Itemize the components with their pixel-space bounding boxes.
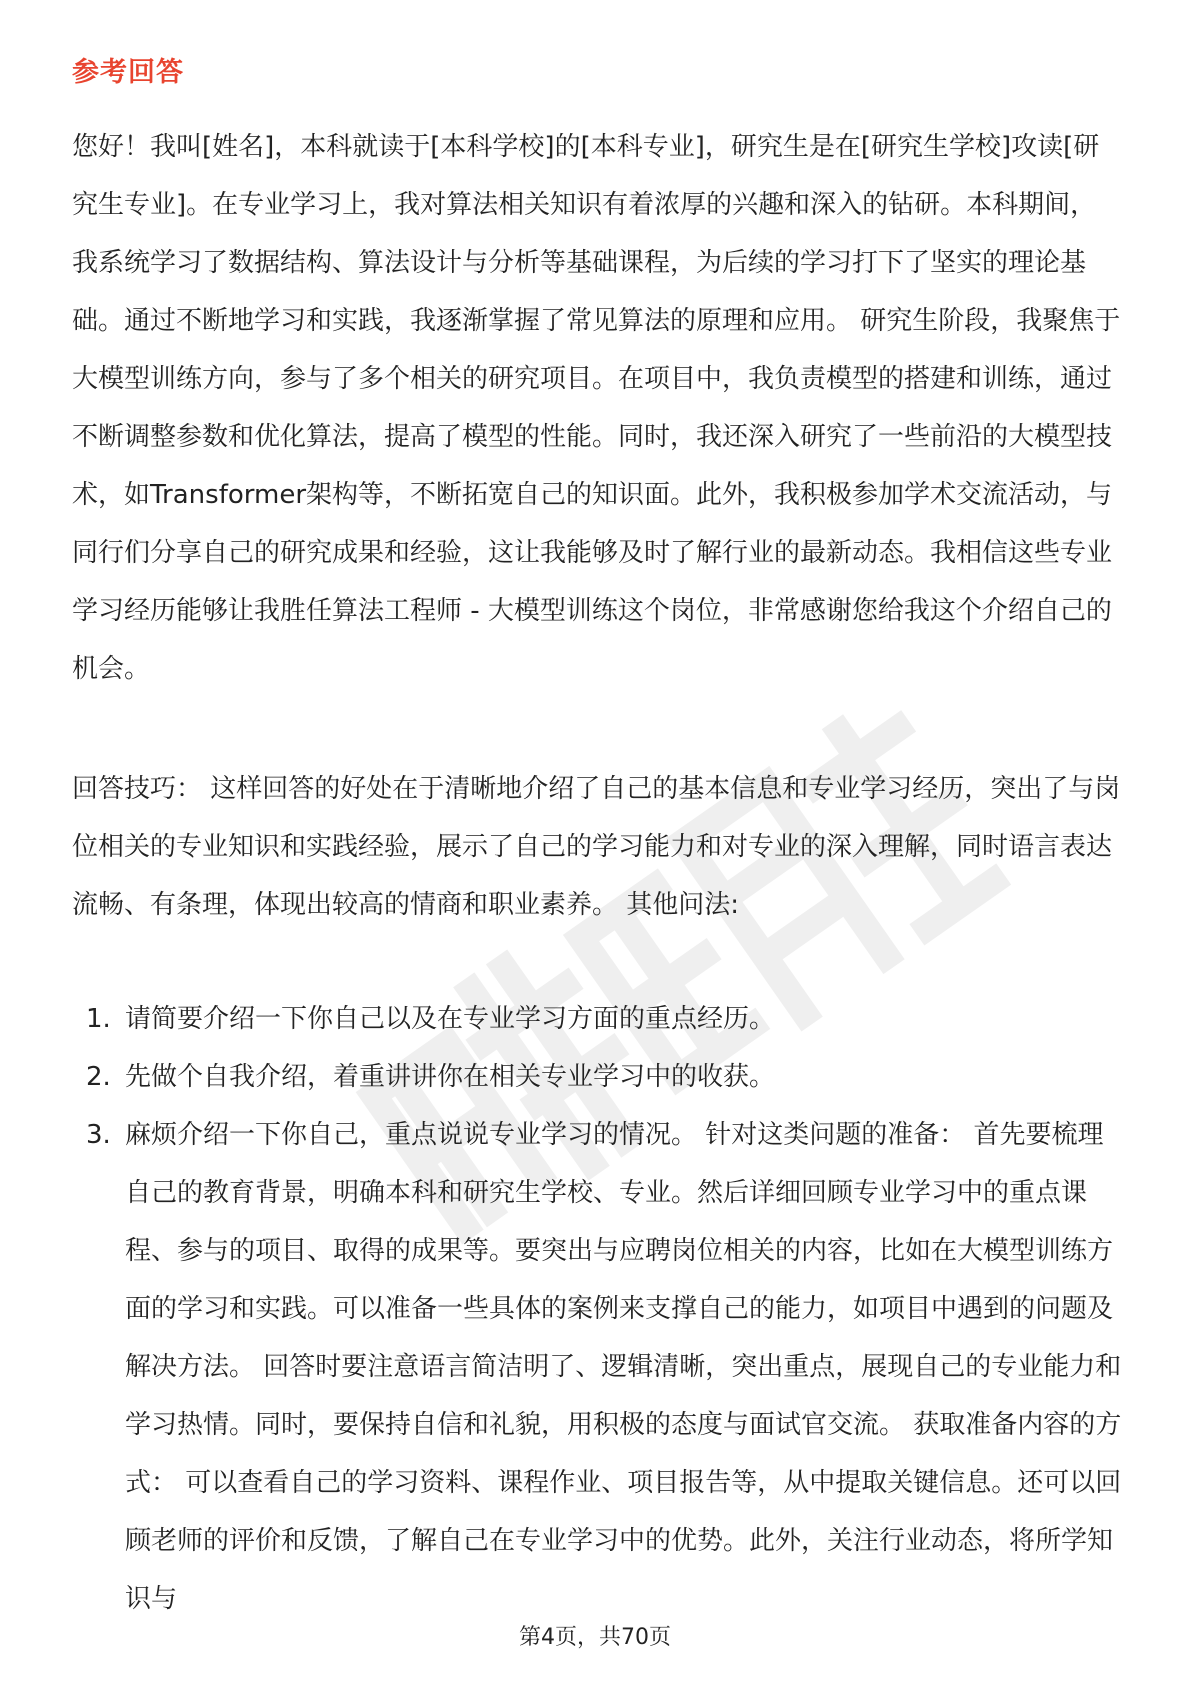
- list-item-text: 先做个自我介绍，着重讲讲你在相关专业学习中的收获。: [125, 1062, 776, 1092]
- list-item: [72, 990, 1122, 1048]
- list-item-text: 麻烦介绍一下你自己，重点说说专业学习的情况。 针对这类问题的准备： 首先要梳理自己的教育背景，明确本科和研究生学校、专业。然后详细回顾专业学习中的重点课程、参与的项目、取得的成果等。要突出与应聘岗位相关的内容，比如在大模型训练方面的学习和实践。可以准备一些具体的案例来支撑自己的能力，如项目中遇到的问题及解决方法。 回答时要注意语言简洁明了、逻辑清晰，突出重点，展现自己的专业能力和学习热情。同时，要保持自信和礼貌，用积极的态度与面试官交流。 获取准备内容的方式： 可以查看自己的学习资料、课程作业、项目报告等，从中提取关键信息。还可以回顾老师的评价和反馈，了解自己在专业学习中的优势。此外，关注行业动态，将所学知识与: [125, 1120, 1122, 1614]
- list-item-number: 2.: [86, 1062, 111, 1092]
- page-footer: 第4页，共70页: [519, 1625, 671, 1650]
- list-item-number: 1.: [86, 1004, 111, 1034]
- list-item-text: 请简要介绍一下你自己以及在专业学习方面的重点经历。: [125, 1004, 776, 1034]
- answer-paragraph: 您好！我叫[姓名]，本科就读于[本科学校]的[本科专业]，研究生是在[研究生学校]攻读[研究生专业]。在专业学习上，我对算法相关知识有着浓厚的兴趣和深入的钻研。本科期间，我系统学习了数据结构、算法设计与分析等基础课程，为后续的学习打下了坚实的理论基础。通过不断地学习和实践，我逐渐掌握了常见算法的原理和应用。 研究生阶段，我聚焦于大模型训练方向，参与了多个相关的研究项目。在项目中，我负责模型的搭建和训练，通过不断调整参数和优化算法，提高了模型的性能。同时，我还深入研究了一些前沿的大模型技术，如Transformer架构等，不断拓宽自己的知识面。此外，我积极参加学术交流活动，与同行们分享自己的研究成果和经验，这让我能够及时了解行业的最新动态。我相信这些专业学习经历能够让我胜任算法工程师 - 大模型训练这个岗位，非常感谢您给我这个介绍自己的机会。: [72, 132, 1121, 684]
- list-item-number: 3.: [86, 1120, 111, 1150]
- section-heading: 参考回答: [72, 57, 184, 88]
- tips-paragraph: 回答技巧： 这样回答的好处在于清晰地介绍了自己的基本信息和专业学习经历，突出了与岗位相关的专业知识和实践经验，展示了自己的学习能力和对专业的深入理解，同时语言表达流畅、有条理，体现出较高的情商和职业素养。 其他问法:: [72, 774, 1121, 920]
- alternative-questions-list: [72, 990, 1122, 1628]
- list-item: [72, 1048, 1122, 1106]
- list-item: [72, 1106, 1122, 1628]
